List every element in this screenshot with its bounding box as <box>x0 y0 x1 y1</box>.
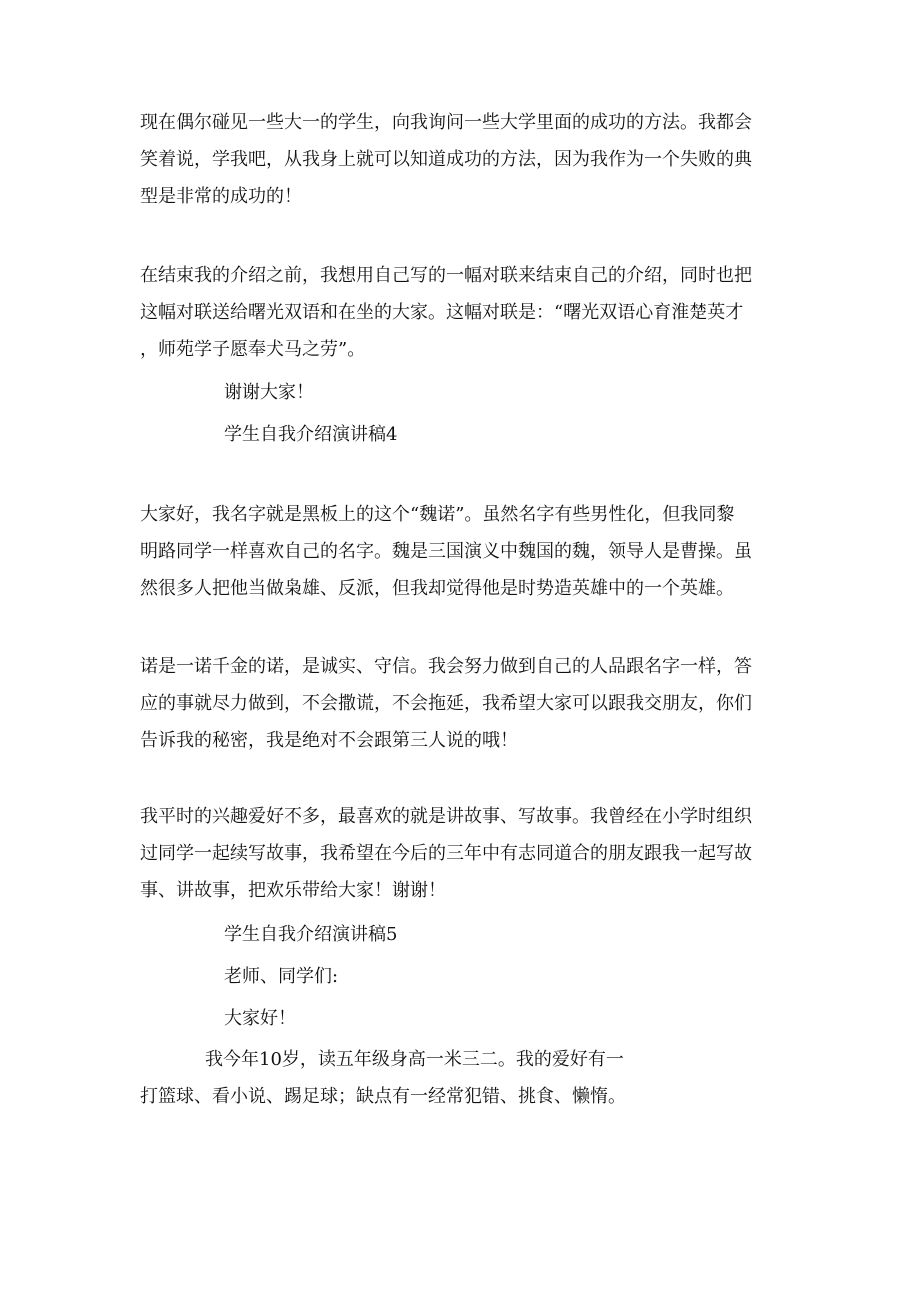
paragraph-name-intro <box>140 496 780 607</box>
text-line: 现在偶尔碰见一些大一的学生，向我询问一些大学里面的成功的方法。我都会 <box>140 112 752 133</box>
thanks-line: 谢谢大家！ <box>224 382 314 403</box>
text-line: 事、讲故事，把欢乐带给大家！谢谢！ <box>140 880 446 901</box>
text-line: 笑着说，学我吧，从我身上就可以知道成功的方法，因为我作为一个失败的典 <box>140 149 752 170</box>
text-line: 我平时的兴趣爱好不多，最喜欢的就是讲故事、写故事。我曾经在小学时组织 <box>140 806 752 827</box>
greeting-teachers: 老师、同学们: <box>224 966 339 987</box>
text-line: 明路同学一样喜欢自己的名字。魏是三国演义中魏国的魏，领导人是曹操。虽 <box>140 541 752 562</box>
text-line: 在结束我的介绍之前，我想用自己写的一幅对联来结束自己的介绍，同时也把 <box>140 265 752 286</box>
paragraph-success-method <box>140 104 780 215</box>
paragraph-couplet <box>140 257 780 368</box>
text-line: 打篮球、看小说、踢足球；缺点有一经常犯错、挑食、懒惰。 <box>140 1086 626 1107</box>
text-line: 过同学一起续写故事，我希望在今后的三年中有志同道合的朋友跟我一起写故 <box>140 843 752 864</box>
text-line: 这幅对联送给曙光双语和在坐的大家。这幅对联是：“曙光双语心育淮楚英才 <box>140 302 744 323</box>
section-heading-4: 学生自我介绍演讲稿4 <box>224 424 398 445</box>
text-line: ，师苑学子愿奉犬马之劳”。 <box>140 339 366 360</box>
text-line: 告诉我的秘密，我是绝对不会跟第三人说的哦！ <box>140 730 518 751</box>
section-heading-5: 学生自我介绍演讲稿5 <box>224 924 398 945</box>
greeting-hello: 大家好！ <box>224 1008 296 1029</box>
paragraph-self-line-2 <box>140 1078 780 1115</box>
text-line: 诺是一诺千金的诺，是诚实、守信。我会努力做到自己的人品跟名字一样，答 <box>140 656 752 677</box>
text-line: 型是非常的成功的！ <box>140 186 302 207</box>
text-line: 大家好，我名字就是黑板上的这个“魏诺”。虽然名字有些男性化，但我同黎 <box>140 504 735 525</box>
paragraph-hobbies <box>140 798 780 909</box>
text-line: 应的事就尽力做到，不会撒谎，不会拖延，我希望大家可以跟我交朋友，你们 <box>140 693 752 714</box>
text-line: 然很多人把他当做枭雄、反派，但我却觉得他是时势造英雄中的一个英雄。 <box>140 578 734 599</box>
paragraph-promise <box>140 648 780 759</box>
paragraph-self-line-1: 我今年10岁，读五年级身高一米三二。我的爱好有一 <box>205 1049 624 1070</box>
